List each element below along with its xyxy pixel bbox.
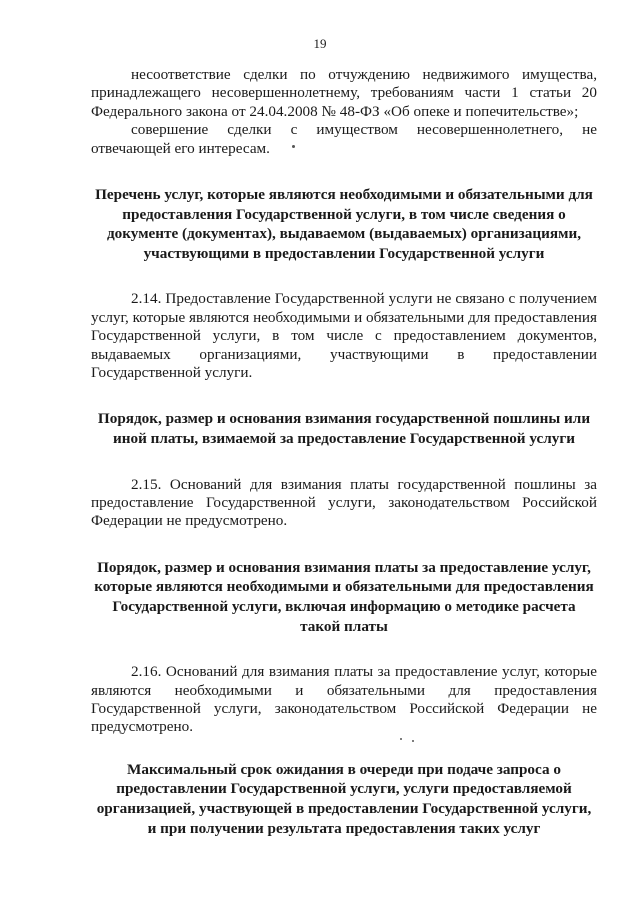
heading-max-waiting-time: Максимальный срок ожидания в очереди при подаче запроса о предоставлении Государственной услуги, услуги предоставляемой организацией, участвующей в предоставлении Государственной услуги, и при получении результата предоставления таких услуг <box>96 760 592 837</box>
document-body <box>91 66 597 838</box>
paragraph-2-16: 2.16. Оснований для взимания платы за предоставление услуг, которые являются необходимыми и обязательными для предоставления Государственной услуги, законодательством Российской Федерации не предусмотрено. <box>91 663 597 736</box>
paragraph-clause-mismatch: несоответствие сделки по отчуждению недвижимого имущества, принадлежащего несовершеннолетнему, требованиям части 1 статьи 20 Федерального закона от 24.04.2008 № 48-ФЗ «Об опеке и попечительстве»; <box>91 66 597 120</box>
scan-speck <box>412 740 414 742</box>
scan-speck <box>292 145 295 148</box>
paragraph-2-15: 2.15. Оснований для взимания платы государственной пошлины за предоставление Государственной услуги, законодательством Российской Федерации не предусмотрено. <box>91 475 597 530</box>
heading-state-duty: Порядок, размер и основания взимания государственной пошлины или иной платы, взимаемой за предоставление Государственной услуги <box>97 410 591 448</box>
paragraph-clause-interests: совершение сделки с имуществом несовершеннолетнего, не отвечающей его интересам. <box>91 121 597 157</box>
heading-required-services: Перечень услуг, которые являются необходимыми и обязательными для предоставления Государственной услуги, в том числе сведения о документе (документах), выдаваемом (выдаваемых) организациями, участвующими в предоставлении Государственной услуги <box>95 186 593 262</box>
page-number: 19 <box>313 36 327 51</box>
heading-fee-for-services: Порядок, размер и основания взимания платы за предоставление услуг, которые являются необходимыми и обязательными для предоставления Государственной услуги, включая информацию о методике расчета такой платы <box>94 558 594 635</box>
scan-speck <box>400 738 402 740</box>
paragraph-2-14: 2.14. Предоставление Государственной услуги не связано с получением услуг, которые являются необходимыми и обязательными для предоставления Государственной услуги, в том числе с предоставлением документов, выдаваемых организациями, участвующими в предоставлении Государственной услуги. <box>91 290 597 382</box>
